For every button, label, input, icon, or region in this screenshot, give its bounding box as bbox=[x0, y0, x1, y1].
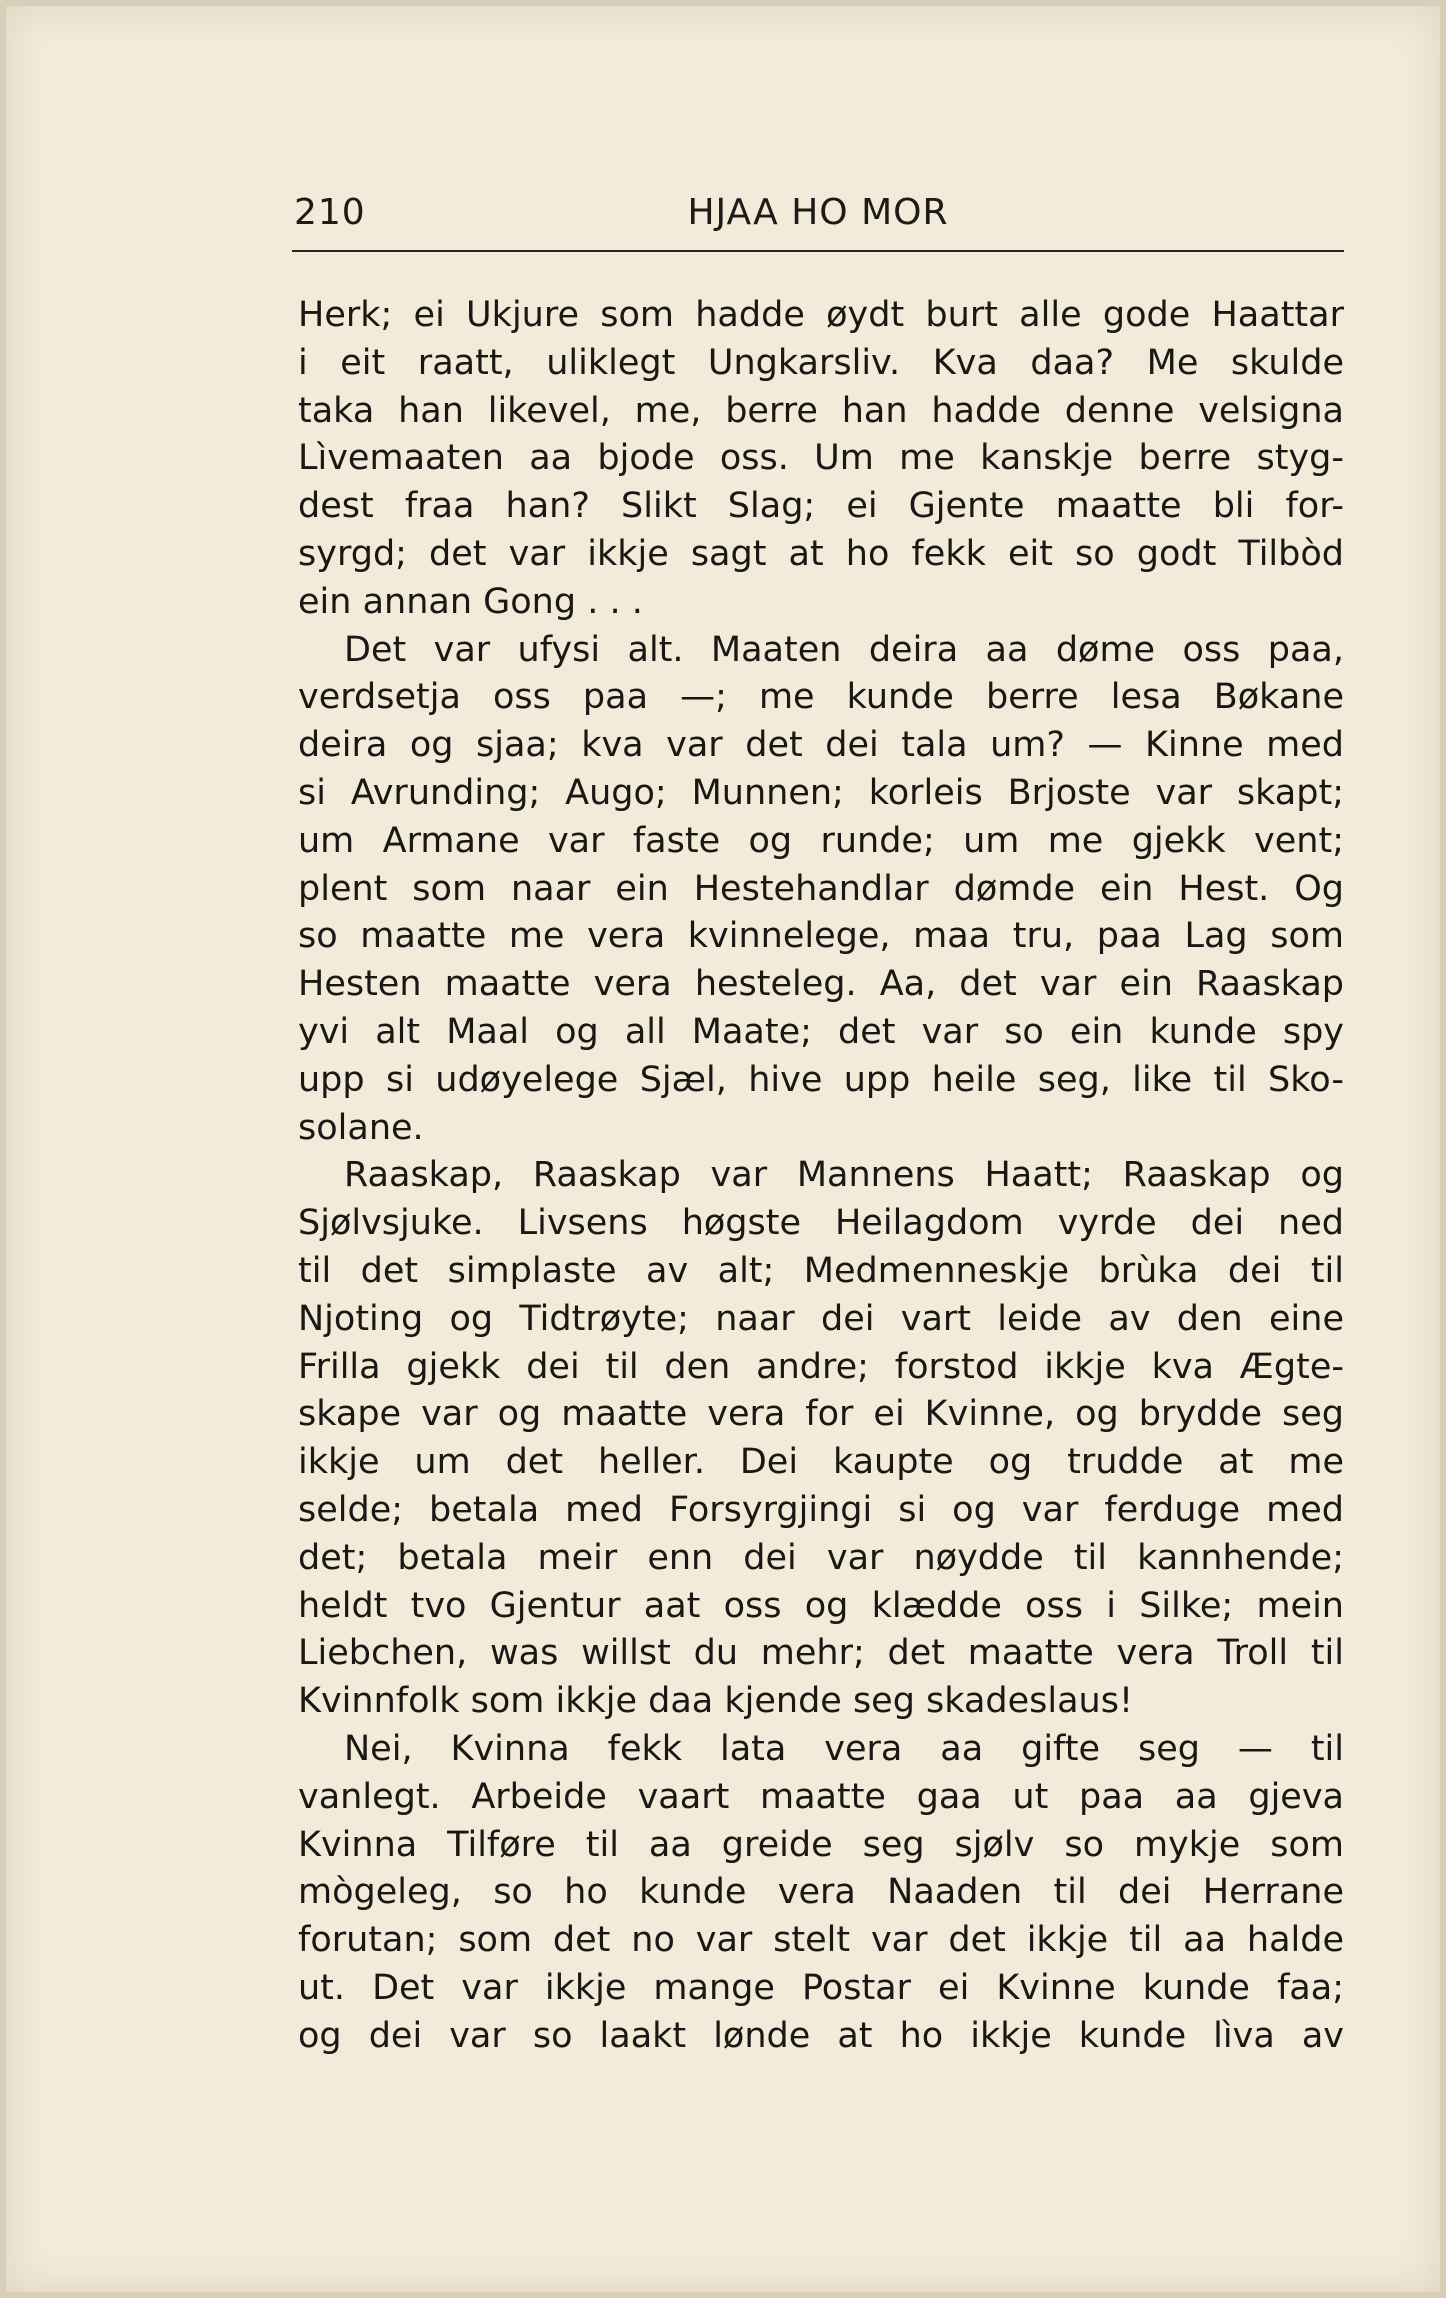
text-line: Herk; ei Ukjure som hadde øydt burt alle gode Haattar bbox=[298, 295, 1344, 335]
text-line: Njoting og Tidtrøyte; naar dei vart leide av den eine bbox=[298, 1298, 1344, 1339]
text-line: ut. Det var ikkje mange Postar ei Kvinne kunde faa; bbox=[298, 1967, 1344, 2008]
text-line: til det simplaste av alt; Medmenneskje brùka dei til bbox=[298, 1250, 1344, 1291]
page-number: 210 bbox=[294, 192, 366, 233]
text-line: yvi alt Maal og all Maate; det var so ein kunde spy bbox=[298, 1011, 1344, 1052]
text-line: Liebchen, was willst du mehr; det maatte vera Troll til bbox=[298, 1633, 1344, 1674]
text-line: Lìvemaaten aa bjode oss. Um me kanskje berre styg- bbox=[298, 438, 1344, 479]
running-head: HJAA HO MOR bbox=[687, 192, 949, 233]
text-line: skape var og maatte vera for ei Kvinne, og brydde seg bbox=[298, 1394, 1344, 1435]
text-line: vanlegt. Arbeide vaart maatte gaa ut paa aa gjeva bbox=[298, 1776, 1344, 1817]
text-line: taka han likevel, me, berre han hadde denne velsigna bbox=[298, 390, 1344, 431]
text-line: heldt tvo Gjentur aat oss og klædde oss i Silke; mein bbox=[298, 1585, 1344, 1626]
text-line: og dei var so laakt lønde at ho ikkje kunde lìva av bbox=[298, 2015, 1344, 2056]
text-line: Det var ufysi alt. Maaten deira aa døme oss paa, bbox=[344, 629, 1344, 670]
text-line: i eit raatt, uliklegt Ungkarsliv. Kva daa? Me skulde bbox=[298, 342, 1344, 383]
text-line: Nei, Kvinna fekk lata vera aa gifte seg — til bbox=[344, 1728, 1344, 1769]
text-line: forutan; som det no var stelt var det ikkje til aa halde bbox=[298, 1920, 1344, 1961]
page-header bbox=[292, 190, 1344, 252]
text-line: syrgd; det var ikkje sagt at ho fekk eit so godt Tilbòd bbox=[298, 533, 1344, 574]
text-line: deira og sjaa; kva var det dei tala um? — Kinne med bbox=[298, 725, 1344, 766]
text-line: Sjølvsjuke. Livsens høgste Heilagdom vyrde dei ned bbox=[298, 1203, 1344, 1244]
text-line: Kvinnfolk som ikkje daa kjende seg skadeslaus! bbox=[298, 1681, 1133, 1722]
text-line: Raaskap, Raaskap var Mannens Haatt; Raaskap og bbox=[344, 1155, 1344, 1196]
text-line: plent som naar ein Hestehandlar dømde ein Hest. Og bbox=[298, 868, 1344, 909]
text-line: upp si udøyelege Sjæl, hive upp heile seg, like til Sko- bbox=[298, 1059, 1344, 1100]
text-line: so maatte me vera kvinnelege, maa tru, paa Lag som bbox=[298, 916, 1344, 957]
text-line: Hesten maatte vera hesteleg. Aa, det var ein Raaskap bbox=[298, 964, 1344, 1005]
text-line: Frilla gjekk dei til den andre; forstod ikkje kva Ægte- bbox=[298, 1346, 1344, 1387]
text-line: Kvinna Tilføre til aa greide seg sjølv so mykje som bbox=[298, 1824, 1344, 1865]
text-line: solane. bbox=[298, 1107, 424, 1148]
text-line: ein annan Gong . . . bbox=[298, 581, 643, 622]
text-line: dest fraa han? Slikt Slag; ei Gjente maatte bli for- bbox=[298, 486, 1344, 527]
text-line: ikkje um det heller. Dei kaupte og trudde at me bbox=[298, 1442, 1344, 1483]
text-line: verdsetja oss paa —; me kunde berre lesa Bøkane bbox=[298, 677, 1344, 718]
text-line: det; betala meir enn dei var nøydde til kannhende; bbox=[298, 1537, 1344, 1578]
body-text bbox=[298, 292, 1344, 2060]
text-line: si Avrunding; Augo; Munnen; korleis Brjoste var skapt; bbox=[298, 772, 1344, 813]
text-line: um Armane var faste og runde; um me gjekk vent; bbox=[298, 820, 1344, 861]
text-line: mògeleg, so ho kunde vera Naaden til dei Herrane bbox=[298, 1872, 1344, 1913]
text-line: selde; betala med Forsyrgjingi si og var ferduge med bbox=[298, 1489, 1344, 1530]
